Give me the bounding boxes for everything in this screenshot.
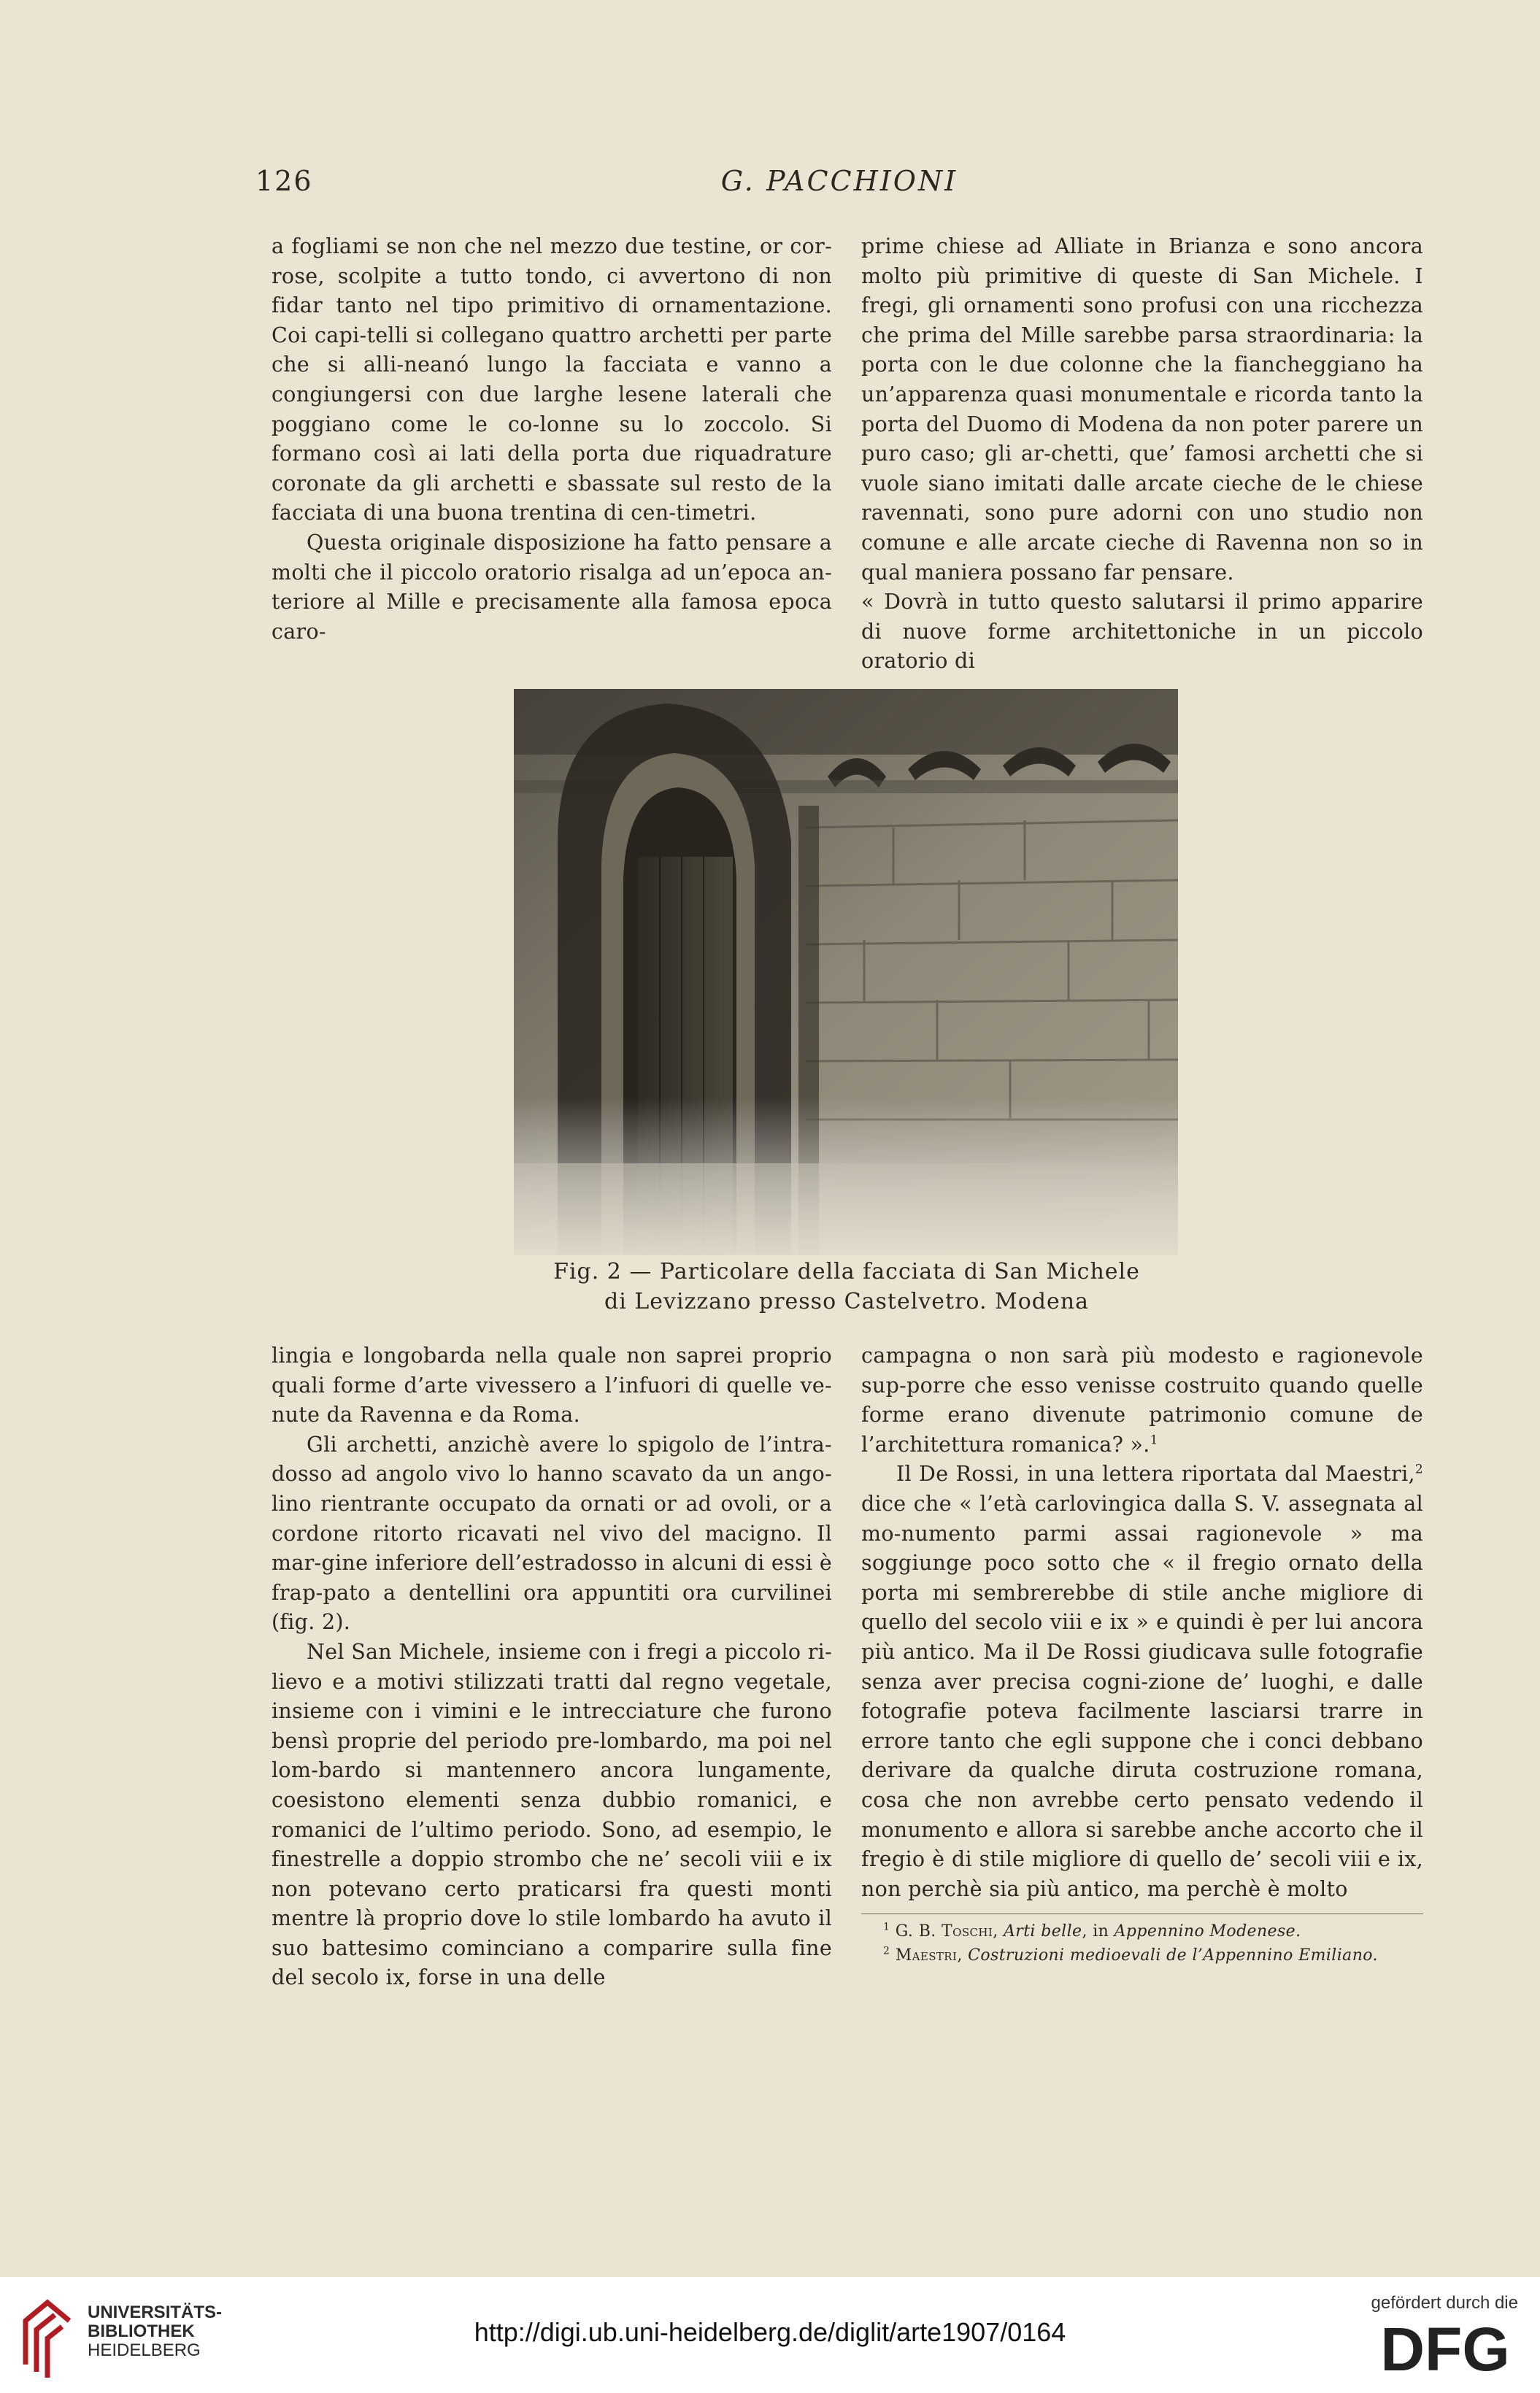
paragraph: a fogliami se non che nel mezzo due testine, or cor-rose, scolpite a tutto tondo, ci avvertono di non fidar tanto nel tipo primitivo di ornamentazione. Coi capi-telli si collegano quattro archetti per parte che si alli-neanó lungo la facciata e vanno a congiungersi con due larghe lesene laterali che poggiano come le co-lonne su lo zoccolo. Si formano così ai lati della porta due riquadrature coronate da gli archetti e sbassate sul resto de la facciata di una buona trentina di cen-timetri.: [272, 234, 832, 525]
paragraph: prime chiese ad Alliate in Brianza e sono ancora molto più primitive di queste di San Michele. I fregi, gli ornamenti sono profusi con una ricchezza che prima del Mille sarebbe parsa straordinaria: la porta con le due colonne che la fiancheggiano ha un’apparenza quasi monumentale e ricorda tanto la porta del Duomo di Modena da non poter parere un puro caso; gli ar-chetti, que’ famosi archetti che si vuole siano imitati dalle arcate cieche de le chiese ravennati, sono pure adorni con uno studio non comune e alle arcate cieche di Ravenna non so in qual maniera possano far pensare.: [861, 234, 1423, 585]
running-head: [255, 165, 1423, 201]
permalink-url[interactable]: http://digi.ub.uni-heidelberg.de/diglit/arte1907/0164: [474, 2317, 1066, 2347]
footnote-author: G. B. Toschi: [895, 1922, 993, 1941]
dfg-logo-icon: [1372, 2319, 1518, 2378]
sponsor-label: gefördert durch die: [1371, 2293, 1518, 2313]
paragraph: Nel San Michele, insieme con i fregi a piccolo ri-lievo e a motivi stilizzati tratti dal regno vegetale, insieme con i vimini e le intrecciature che furono bensì proprie del periodo pre-lombardo, ma poi nel lom-bardo si mantennero ancora lungamente, coesistono elementi senza dubbio romanici, e romanici de l’ultimo periodo. Sono, ad esempio, le finestrelle a doppio strombo che ne’ secoli viii e ix non potevano certo praticarsi fra questi monti mentre là proprio dove lo stile lombardo ha avuto il suo battesimo cominciano a comparire sulla fine del secolo ix, forse in una delle: [272, 1639, 832, 1990]
paragraph-text: Il De Rossi, in una lettera riportata dal Maestri,: [896, 1462, 1415, 1487]
digitization-footer: [0, 2277, 1540, 2393]
paragraph: [861, 1341, 1423, 1460]
footnote-ref: 2: [1414, 1462, 1423, 1477]
caption-line: di Levizzano presso Castelvetro. Modena: [604, 1289, 1089, 1314]
paragraph-text: campagna o non sarà più modesto e ragionevole sup-porre che esso venisse costruito quando quelle forme erano divenute patrimonio comune de l’architettura romanica? ».: [861, 1344, 1423, 1457]
footnote-place: Appennino Modenese.: [1114, 1922, 1301, 1941]
text-column-left-top: [272, 232, 832, 647]
library-name-line: HEIDELBERG: [88, 2340, 201, 2360]
paragraph: [861, 1460, 1423, 1904]
paragraph: Questa originale disposizione ha fatto pensare a molti che il piccolo oratorio risalga ad un’epoca an-teriore al Mille e precisamente alla famosa epoca caro-: [272, 530, 832, 644]
footnote-number: 2: [883, 1945, 890, 1957]
footnote-title: Costruzioni medioevali de l’Appennino Emiliano.: [968, 1946, 1378, 1965]
photograph-church-facade: [514, 689, 1178, 1255]
footnote-ref: 1: [1150, 1433, 1158, 1448]
running-head-author: G. PACCHIONI: [720, 165, 958, 197]
caption-line: Fig. 2 — Particolare della facciata di San Michele: [553, 1259, 1140, 1284]
library-name-line: UNIVERSITÄTS-: [88, 2303, 223, 2322]
footnote-title: Arti belle: [1003, 1922, 1082, 1941]
text-column-right-bottom: [861, 1341, 1423, 1904]
text-column-left-bottom: [272, 1341, 832, 1993]
footnote-text: , in: [1082, 1922, 1114, 1941]
paragraph: « Dovrà in tutto questo salutarsi il primo apparire di nuove forme architettoniche in un piccolo oratorio di: [861, 590, 1423, 674]
footnote: $^1$ G. B. Toschi, Arti belle, in Appennino Modenese.: [883, 1921, 1301, 1941]
text-column-right-top: [861, 232, 1423, 677]
footnote: $^2$ Maestri, Costruzioni medioevali de l’Appennino Emiliano.: [883, 1945, 1378, 1965]
paragraph: Gli archetti, anzichè avere lo spigolo de l’intra-dosso ad angolo vivo lo hanno scavato da un ango-lino rientrante occupato da ornati or ad ovoli, or a cordone ritorto ricavati nel vivo del macigno. Il mar-gine inferiore dell’estradosso in alcuni di essi è frap-pato a dentellini ora appuntiti ora curvilinei (fig. 2).: [272, 1432, 832, 1635]
library-name-line: BIBLIOTHEK: [88, 2321, 195, 2341]
paragraph: lingia e longobarda nella quale non saprei proprio quali forme d’arte vivessero a l’infuori di quelle ve-nute da Ravenna e da Roma.: [272, 1344, 832, 1427]
footnotes: [861, 1919, 1423, 1968]
footnote-number: 1: [883, 1921, 890, 1933]
footnote-author: Maestri: [895, 1946, 958, 1965]
dfg-logo-text: DFG: [1380, 2319, 1510, 2378]
figure-caption: [438, 1257, 1255, 1317]
page-number: 126: [255, 165, 313, 197]
paragraph-text: dice che « l’età carlovingica dalla S. V. assegnata al mo-numento parmi assai ragionevole » ma soggiunge poco sotto che « il fregio ornato della porta mi sembrerebbe di stile anche migliore di quello del secolo viii e ix » e quindi è per lui ancora più antico. Ma il De Rossi giudicava sulle fotografie senza aver precisa cogni-zione de’ luoghi, e dalle fotografie poteva facilmente lasciarsi trarre in errore tanto che egli suppone che i conci debbano derivare da qualche diruta costruzione romana, cosa che non avrebbe certo pensato vedendo il monumento e allora si sarebbe anche accorto che il fregio è di stile migliore di quello de’ secoli viii e ix, non perchè sia più antico, ma perchè è molto: [861, 1491, 1423, 1901]
